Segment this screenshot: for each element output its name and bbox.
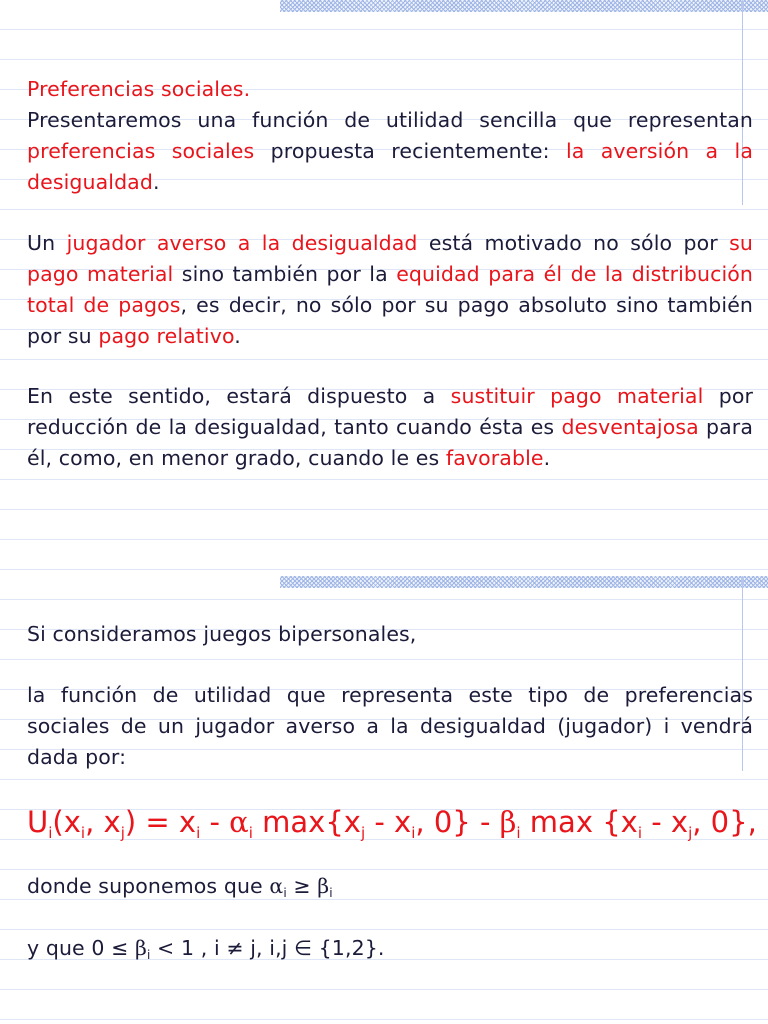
formula-symbol: ,: [85, 805, 104, 839]
formula-greek: α: [229, 805, 249, 839]
text-run: sino también por la: [173, 262, 397, 286]
highlight-pago-relativo: pago relativo: [98, 324, 235, 348]
formula-symbol: x: [63, 805, 81, 839]
formula-symbol: x: [394, 805, 412, 839]
text-run: < 1 , i ≠ j, i,j ∈ {1,2}.: [150, 936, 385, 960]
text-run: propuesta recientemente:: [254, 139, 566, 163]
formula-subscript: i: [196, 824, 201, 842]
formula-subscript: j: [360, 824, 366, 842]
decorative-hatch-bar: [280, 0, 768, 12]
formula-subscript: i: [516, 824, 521, 842]
formula-symbol: x: [670, 805, 689, 839]
formula-subscript: i: [637, 824, 642, 842]
slide-2: [0, 512, 768, 1024]
text-run: para él, como, en menor grado, cuando le es: [27, 415, 754, 470]
condition-alpha-beta: [27, 871, 753, 902]
highlight-preferencias-sociales: preferencias sociales: [27, 139, 255, 163]
decorative-hatch-bar: [280, 576, 768, 588]
text-run: .: [234, 324, 241, 348]
text-run: , es decir, no sólo por su pago absoluto sino también por su: [27, 293, 753, 348]
text-run: por reducción de la desigualdad, tanto cuando ésta es: [27, 384, 753, 439]
slide-title: Preferencias sociales.: [27, 77, 251, 101]
formula-subscript: i: [411, 824, 416, 842]
formula-symbol: (: [52, 805, 64, 839]
formula-symbol: max {: [520, 805, 621, 839]
formula-symbol: x: [178, 805, 197, 839]
formula-subscript: i: [283, 886, 287, 900]
formula-symbol: ≥: [286, 874, 318, 898]
condition-beta-range: [27, 933, 753, 964]
formula-subscript: j: [120, 824, 125, 842]
formula-symbol: ) =: [124, 805, 179, 839]
formula-subscript: i: [248, 824, 253, 842]
text-run: .: [152, 170, 160, 194]
formula-symbol: x: [343, 805, 361, 839]
text-run: Un: [27, 231, 67, 255]
text-run: .: [543, 446, 551, 470]
formula-symbol: x: [103, 805, 121, 839]
highlight-desventajosa: desventajosa: [561, 415, 699, 439]
highlight-sustituir: sustituir pago material: [450, 384, 704, 408]
formula-greek: α: [269, 874, 284, 898]
formula-symbol: max{: [252, 805, 344, 839]
text-run: En este sentido, estará dispuesto a: [27, 384, 451, 408]
formula-subscript: j: [688, 824, 693, 842]
paragraph-sentido: [27, 381, 753, 474]
text-run: Presentaremos una función de utilidad sencilla que representan: [27, 108, 753, 132]
formula-symbol: , 0},: [692, 805, 757, 839]
paragraph-jugador-averso: [27, 228, 753, 352]
formula-symbol: -: [365, 805, 395, 839]
formula-subscript: i: [80, 824, 86, 842]
text-run: está motivado no sólo por: [417, 231, 730, 255]
formula-symbol: -: [200, 805, 230, 839]
formula-subscript: i: [147, 948, 151, 962]
utility-formula: [27, 802, 757, 842]
text-run: donde suponemos que: [27, 874, 270, 898]
highlight-favorable: favorable: [445, 446, 544, 470]
formula-subscript: i: [329, 886, 333, 900]
paragraph-bipersonales: Si consideramos juegos bipersonales,: [27, 622, 417, 646]
highlight-equidad: equidad para él de la distribución total de pagos: [27, 262, 754, 317]
paragraph-intro: [27, 105, 753, 198]
highlight-jugador-averso: jugador averso a la desigualdad: [66, 231, 418, 255]
text-run: y que 0 ≤: [27, 936, 136, 960]
formula-subscript: i: [48, 824, 53, 842]
formula-greek: β: [499, 805, 517, 839]
paragraph-funcion-utilidad: la función de utilidad que representa este tipo de preferencias sociales de un jugador averso a la desigualdad (jugador) i vendrá dada por:: [27, 683, 753, 769]
formula-symbol: , 0} -: [415, 805, 500, 839]
formula-symbol: x: [620, 805, 638, 839]
highlight-aversion-desigualdad: la aversión a la desigualdad: [27, 139, 753, 194]
formula-symbol: -: [642, 805, 671, 839]
formula-greek: β: [317, 874, 330, 898]
formula-symbol: U: [27, 805, 49, 839]
highlight-pago-material: su pago material: [27, 231, 753, 286]
formula-greek: β: [135, 936, 147, 960]
